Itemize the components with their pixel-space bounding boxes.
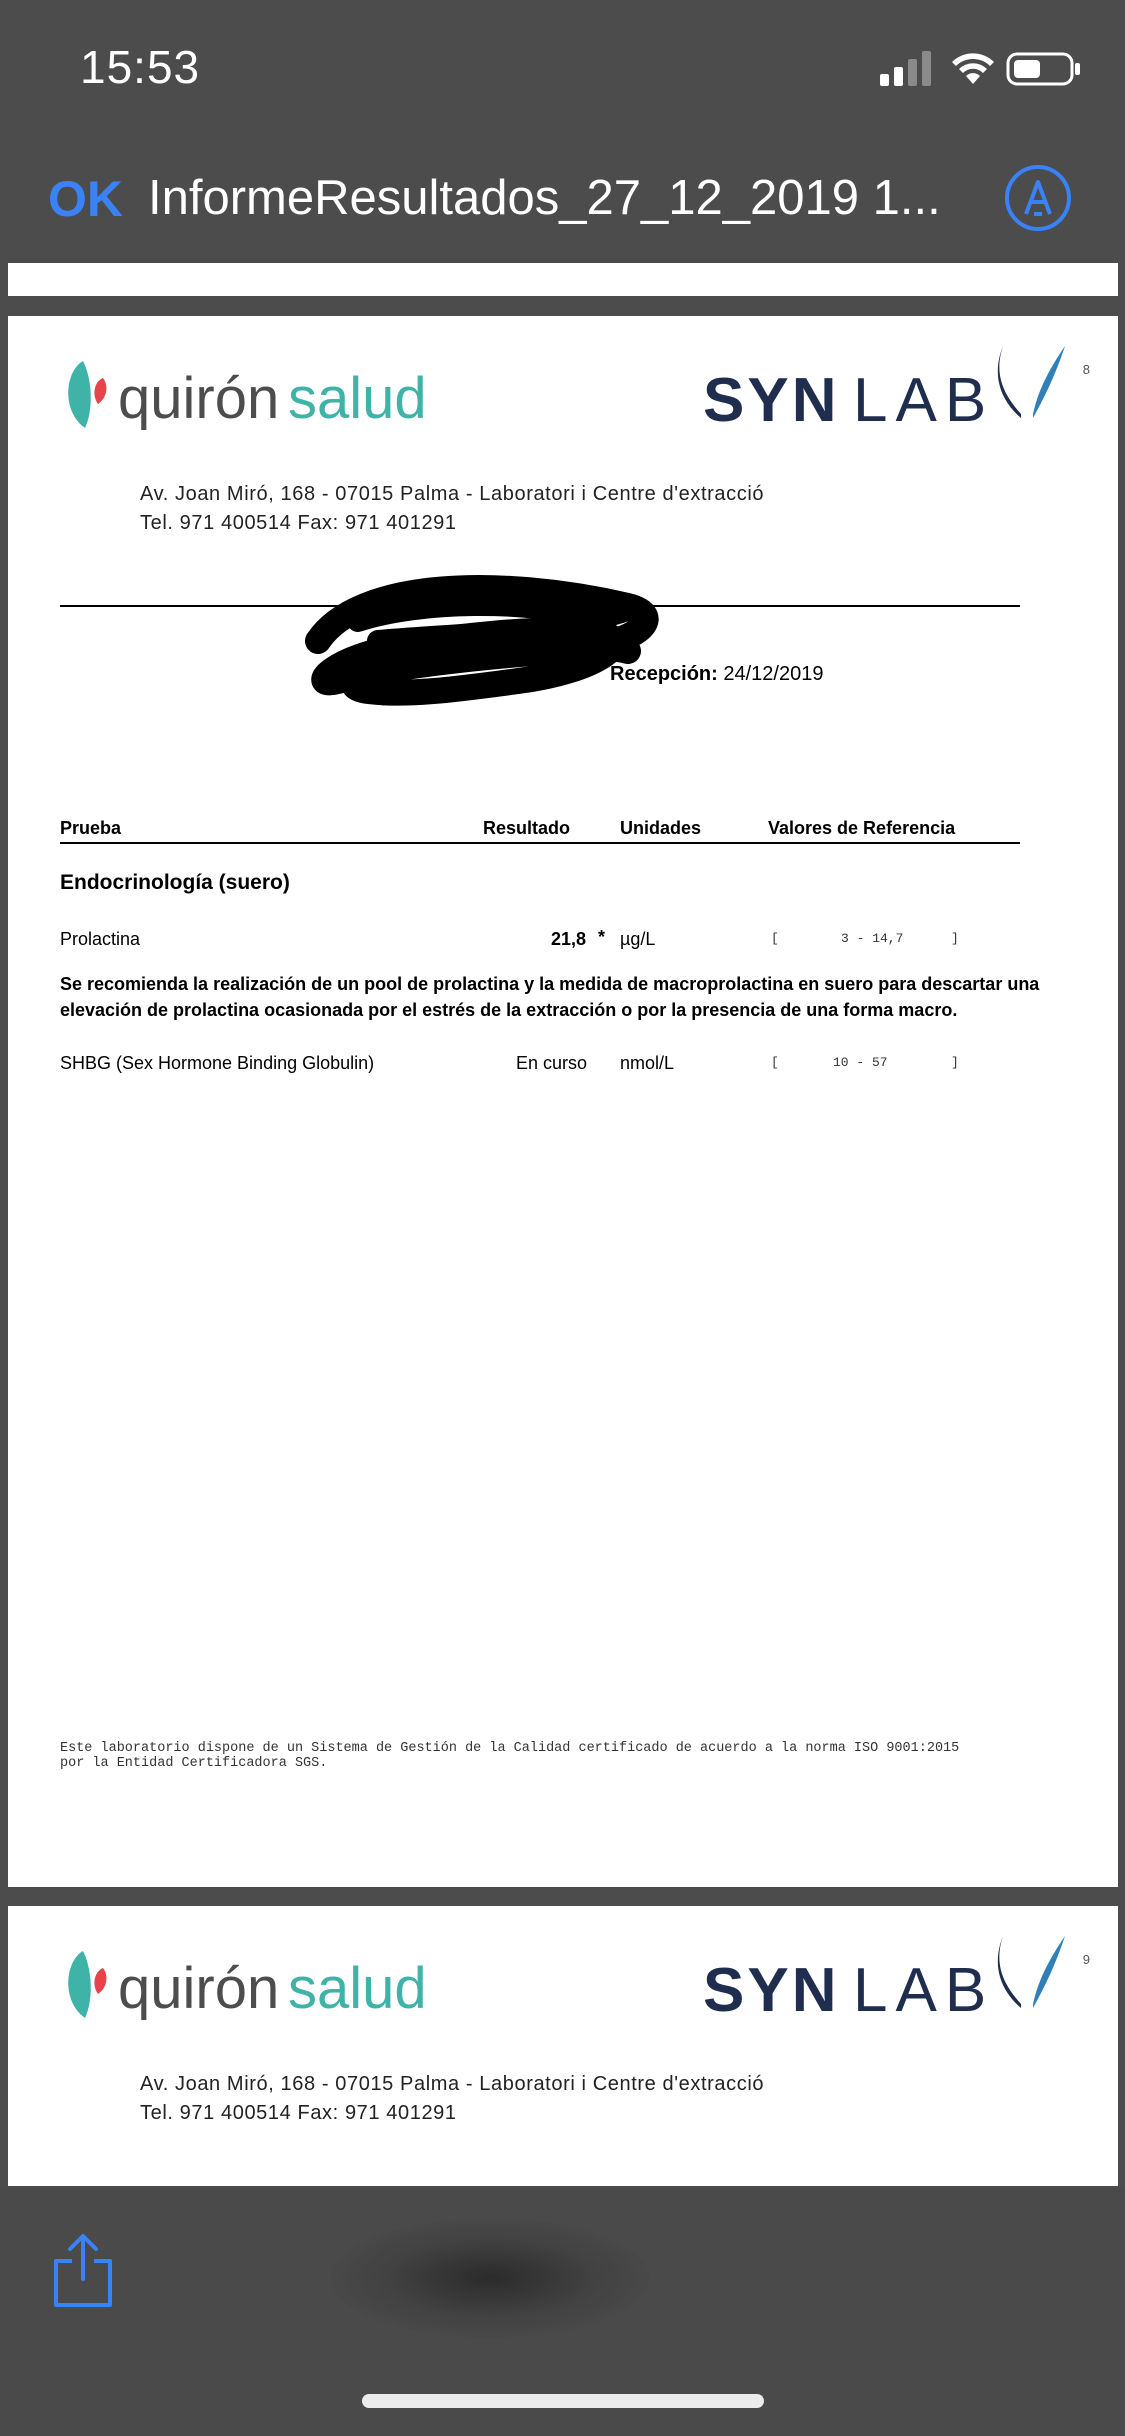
test-name: Prolactina (60, 929, 141, 949)
redaction-scribble (298, 571, 678, 711)
reception-date: 24/12/2019 (723, 663, 824, 685)
svg-text:quirón: quirón (118, 1956, 280, 2021)
unit: nmol/L (620, 1053, 675, 1073)
header-result: Resultado (483, 818, 571, 838)
result-value: 21,8 (551, 929, 587, 949)
phone-fax-line: Tel. 971 400514 Fax: 971 401291 (140, 2102, 457, 2124)
svg-text:LAB: LAB (853, 1956, 995, 2025)
ref-open: [ (771, 931, 779, 946)
registry-label: Registro (323, 663, 405, 685)
header-units: Unidades (620, 818, 702, 838)
svg-text:LAB: LAB (853, 366, 995, 435)
footer-line: Este laboratorio dispone de un Sistema de Gestión de la Calidad certificado de acuerdo a la norma ISO 9001:2015 (60, 1741, 960, 1756)
svg-text:salud: salud (288, 366, 427, 431)
page-number: 9 (1082, 1952, 1090, 1967)
phone-fax-line: Tel. 971 400514 Fax: 971 401291 (140, 512, 457, 534)
next-page[interactable] (8, 1906, 1118, 2186)
svg-text:salud: salud (288, 1956, 427, 2021)
result-flag: * (598, 927, 606, 947)
quironsalud-logo (63, 356, 453, 446)
lab-address (140, 480, 764, 538)
ref-range: 3 - 14,7 (841, 931, 904, 946)
status-time: 15:53 (80, 41, 201, 93)
document-page[interactable] (8, 316, 1118, 1887)
markup-pen-icon[interactable] (1004, 164, 1072, 232)
svg-text:SYN: SYN (703, 1956, 840, 2025)
document-title: InformeResultados_27_12_2019 1... (148, 171, 941, 225)
svg-text:quirón: quirón (118, 366, 280, 431)
status-bar (0, 0, 1125, 140)
header-divider (60, 842, 1020, 844)
section-title: Endocrinología (suero) (60, 871, 290, 894)
page-number: 8 (1082, 362, 1090, 377)
cellular-signal-icon (880, 50, 934, 86)
toolbar-shadow (330, 2218, 650, 2338)
address-line: Av. Joan Miró, 168 - 07015 Palma - Laboratori i Centre d'extracció (140, 2073, 765, 2095)
reception-label: Recepción: (610, 663, 718, 685)
home-indicator[interactable] (362, 2394, 764, 2408)
synlab-logo (693, 1926, 1073, 2036)
svg-text:SYN: SYN (703, 366, 840, 435)
unit: µg/L (620, 929, 656, 949)
battery-icon (1006, 48, 1082, 88)
ref-close: ] (951, 931, 959, 946)
quality-footer (60, 1741, 959, 1771)
wifi-icon (948, 46, 998, 86)
clinical-note: Se recomienda la realización de un pool de prolactina y la medida de macroprolactina en suero para descartar una elevación de prolactina ocasionada por el estrés de la extracción o por la presencia de una forma macro. (60, 974, 1040, 1020)
header-test: Prueba (60, 818, 122, 838)
header-reference: Valores de Referencia (768, 818, 956, 838)
ref-open: [ (771, 1055, 779, 1070)
address-line: Av. Joan Miró, 168 - 07015 Palma - Laboratori i Centre d'extracció (140, 483, 765, 505)
synlab-logo (693, 336, 1073, 446)
result-value: En curso (516, 1053, 588, 1073)
lab-address (140, 2070, 764, 2128)
footer-line: por la Entidad Certificadora SGS. (60, 1756, 328, 1771)
ok-button[interactable]: OK (48, 171, 123, 227)
quironsalud-logo (63, 1946, 453, 2036)
ref-range: 10 - 57 (833, 1055, 888, 1070)
test-name: SHBG (Sex Hormone Binding Globulin) (60, 1053, 375, 1073)
share-icon[interactable] (50, 2233, 116, 2309)
ref-close: ] (951, 1055, 959, 1070)
nav-bar (0, 150, 1125, 260)
previous-page[interactable] (8, 263, 1118, 296)
